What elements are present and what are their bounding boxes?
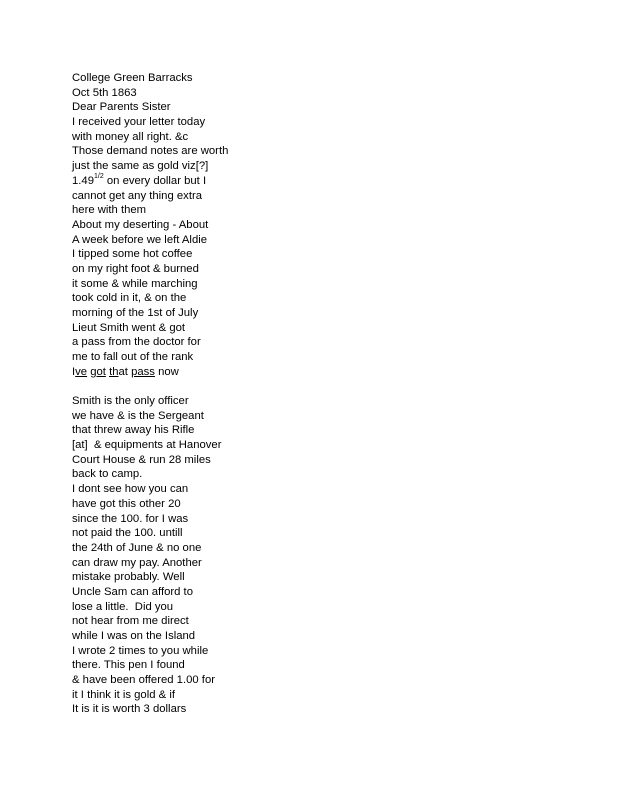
letter-line: Dear Parents Sister [72,101,171,114]
letter-line: a pass from the doctor for [72,336,201,349]
letter-line: Those demand notes are worth [72,145,229,158]
letter-line: can draw my pay. Another [72,556,202,569]
letter-line: mistake probably. Well [72,571,185,584]
letter-line: & have been offered 1.00 for [72,674,215,687]
letter-line: A week before we left Aldie [72,233,208,246]
letter-line [72,174,472,189]
letter-line: here with them [72,204,147,217]
underlined-text: got [90,365,106,378]
letter-line: while I was on the Island [72,630,196,642]
letter-line [72,365,472,380]
letter-line: College Green Barracks [72,72,193,84]
letter-block-1 [72,71,472,379]
letter-line: [at] & equipments at Hanover [72,439,222,452]
letter-line: I received your letter today [72,116,206,129]
letter-line: cannot get any thing extra [72,189,203,202]
line-segment: at [118,365,132,378]
underlined-text: th [109,365,119,378]
letter-line: Smith is the only officer [72,395,189,407]
letter-line: it I think it is gold & if [72,688,175,701]
letter-line: Uncle Sam can afford to [72,585,193,598]
letter-line: the 24th of June & no one [72,541,202,554]
letter-line: About my deserting - About [72,218,209,231]
letter-line: lose a little. Did you [72,600,174,613]
letter-line: took cold in it, & on the [72,292,187,305]
letter-line: It is it is worth 3 dollars [72,703,187,716]
line-segment: now [154,365,179,378]
letter-line: not paid the 100. untill [72,527,183,540]
letter-line: Lieut Smith went & got [72,321,186,334]
letter-line: I wrote 2 times to you while [72,644,209,657]
letter-line: back to camp. [72,468,143,481]
letter-line: it some & while marching [72,277,198,290]
letter-line: on my right foot & burned [72,262,199,275]
letter-line: me to fall out of the rank [72,351,194,364]
underlined-text: pass [131,365,155,378]
letter-line: we have & is the Sergeant [72,409,204,422]
letter-line: have got this other 20 [72,497,181,510]
line-rest: on every dollar but I [103,174,207,187]
letter-line: not hear from me direct [72,615,189,628]
letter-line: morning of the 1st of July [72,307,199,319]
letter-line: I dont see how you can [72,483,189,496]
letter-line: Oct 5th 1863 [72,86,137,99]
letter-line: I tipped some hot coffee [72,248,193,261]
fraction-superscript: 1/2 [94,172,104,180]
letter-line: since the 100. for I was [72,512,189,525]
letter-line: there. This pen I found [72,659,185,672]
letter-block-2 [72,394,472,717]
amount-base: 1.49 [72,174,94,187]
letter-line: Court House & run 28 miles [72,453,211,466]
line-segment: I [72,365,76,378]
letter-line: just the same as gold viz[?] [72,160,209,173]
letter-line: with money all right. &c [72,130,189,143]
underlined-text: ve [75,365,88,378]
letter-line: that threw away his Rifle [72,424,195,437]
